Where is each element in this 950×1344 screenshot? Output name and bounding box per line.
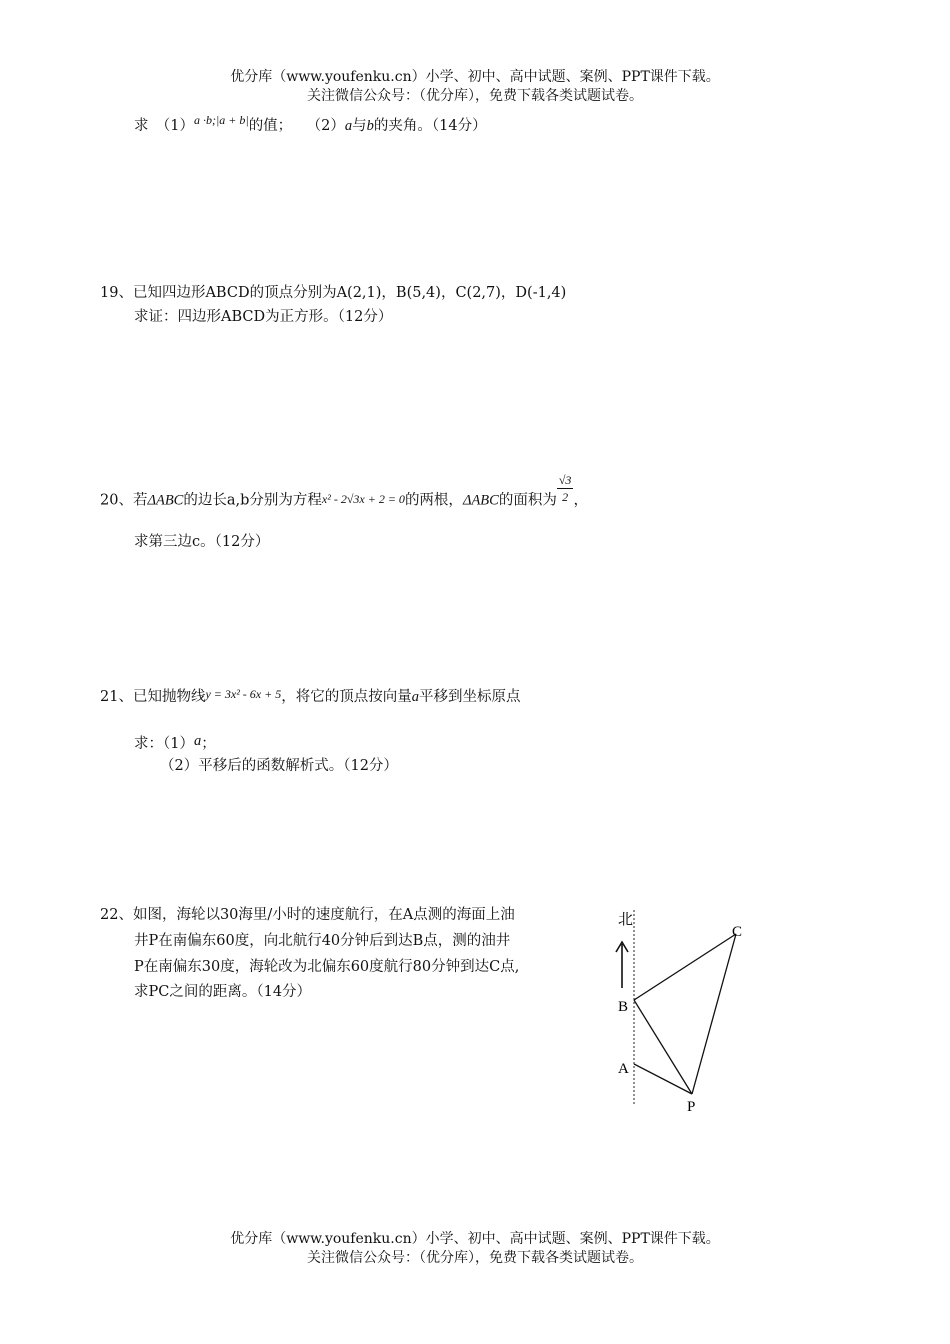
q21-ask-end: ； [201, 736, 216, 752]
header-line-1: 优分库（www.youfenku.cn）小学、初中、高中试题、案例、PPT课件下载。 [230, 69, 720, 85]
q19-line-2: 求证：四边形ABCD为正方形。（12分） [134, 309, 393, 325]
q20-triangle-1: ΔABC [147, 492, 184, 509]
q22-line-1: 22、如图，海轮以30海里/小时的速度航行，在A点测的海面上油 [100, 907, 515, 923]
q20-line-1 [100, 473, 588, 517]
q20-text-3: 的面积为 [498, 492, 557, 509]
header-line-2: 关注微信公众号：（优分库），免费下载各类试题试卷。 [307, 88, 643, 104]
q20-equation: x² - 2√3x + 2 = 0 [321, 491, 405, 506]
q21-ask-line [134, 734, 216, 754]
line-bp [634, 1000, 692, 1094]
label-p: P [687, 1099, 696, 1115]
q18-suffix: 的夹角。（14分） [373, 118, 487, 134]
q19-line-1: 19、已知四边形ABCD的顶点分别为A(2,1)，B(5,4)，C(2,7)，D(-1,4) [100, 285, 567, 301]
q18-vector-b: b [366, 118, 374, 134]
label-c: C [732, 924, 743, 940]
footer-line-1: 优分库（www.youfenku.cn）小学、初中、高中试题、案例、PPT课件下载。 [230, 1231, 720, 1247]
label-b: B [618, 999, 629, 1015]
footer-line-2: 关注微信公众号：（优分库），免费下载各类试题试卷。 [307, 1250, 643, 1266]
q18-and: 与 [352, 118, 367, 134]
q20-line-2: 求第三边c。（12分） [134, 534, 270, 550]
label-north: 北 [618, 912, 634, 928]
label-a: A [618, 1061, 629, 1077]
q21-equation: y = 3x² - 6x + 5 [205, 687, 282, 701]
q22-figure [600, 900, 760, 1120]
q21-ask-vector-a: a [193, 733, 202, 749]
q18-prefix: 求 （1） [134, 118, 194, 134]
q21-line-1 [100, 687, 520, 707]
q21-vector-a: a [411, 689, 419, 705]
q20-area-fraction [557, 472, 574, 505]
q18-mid: 的值； （2） [248, 118, 345, 134]
q21-prefix: 21、已知抛物线 [100, 689, 206, 705]
q20-triangle-2: ΔABC [462, 492, 499, 509]
q21-ask-prefix: 求：（1） [134, 736, 194, 752]
q21-text-1: ，将它的顶点按向量 [281, 689, 412, 705]
q18-vector-a: a [344, 118, 353, 134]
q20-text-1: 的边长a,b分别为方程 [183, 492, 322, 509]
q20-fraction-denominator: 2 [562, 490, 569, 504]
q22-line-4: 求PC之间的距离。（14分） [134, 984, 312, 1000]
q20-text-2: 的两根， [404, 492, 463, 509]
q20-fraction-numerator: √3 [558, 473, 572, 487]
q18-expression: a ·b;|a + b| [193, 113, 249, 127]
q21-text-2: 平移到坐标原点 [418, 689, 521, 705]
q21-part-2: （2）平移后的函数解析式。（12分） [160, 758, 398, 774]
q20-prefix: 20、若 [100, 492, 148, 509]
q22-line-2: 井P在南偏东60度，向北航行40分钟后到达B点，测的油井 [134, 933, 511, 949]
q18-line [134, 113, 487, 136]
q22-line-3: P在南偏东30度，海轮改为北偏东60度航行80分钟到达C点, [134, 959, 520, 975]
q20-text-4: ， [573, 492, 588, 509]
